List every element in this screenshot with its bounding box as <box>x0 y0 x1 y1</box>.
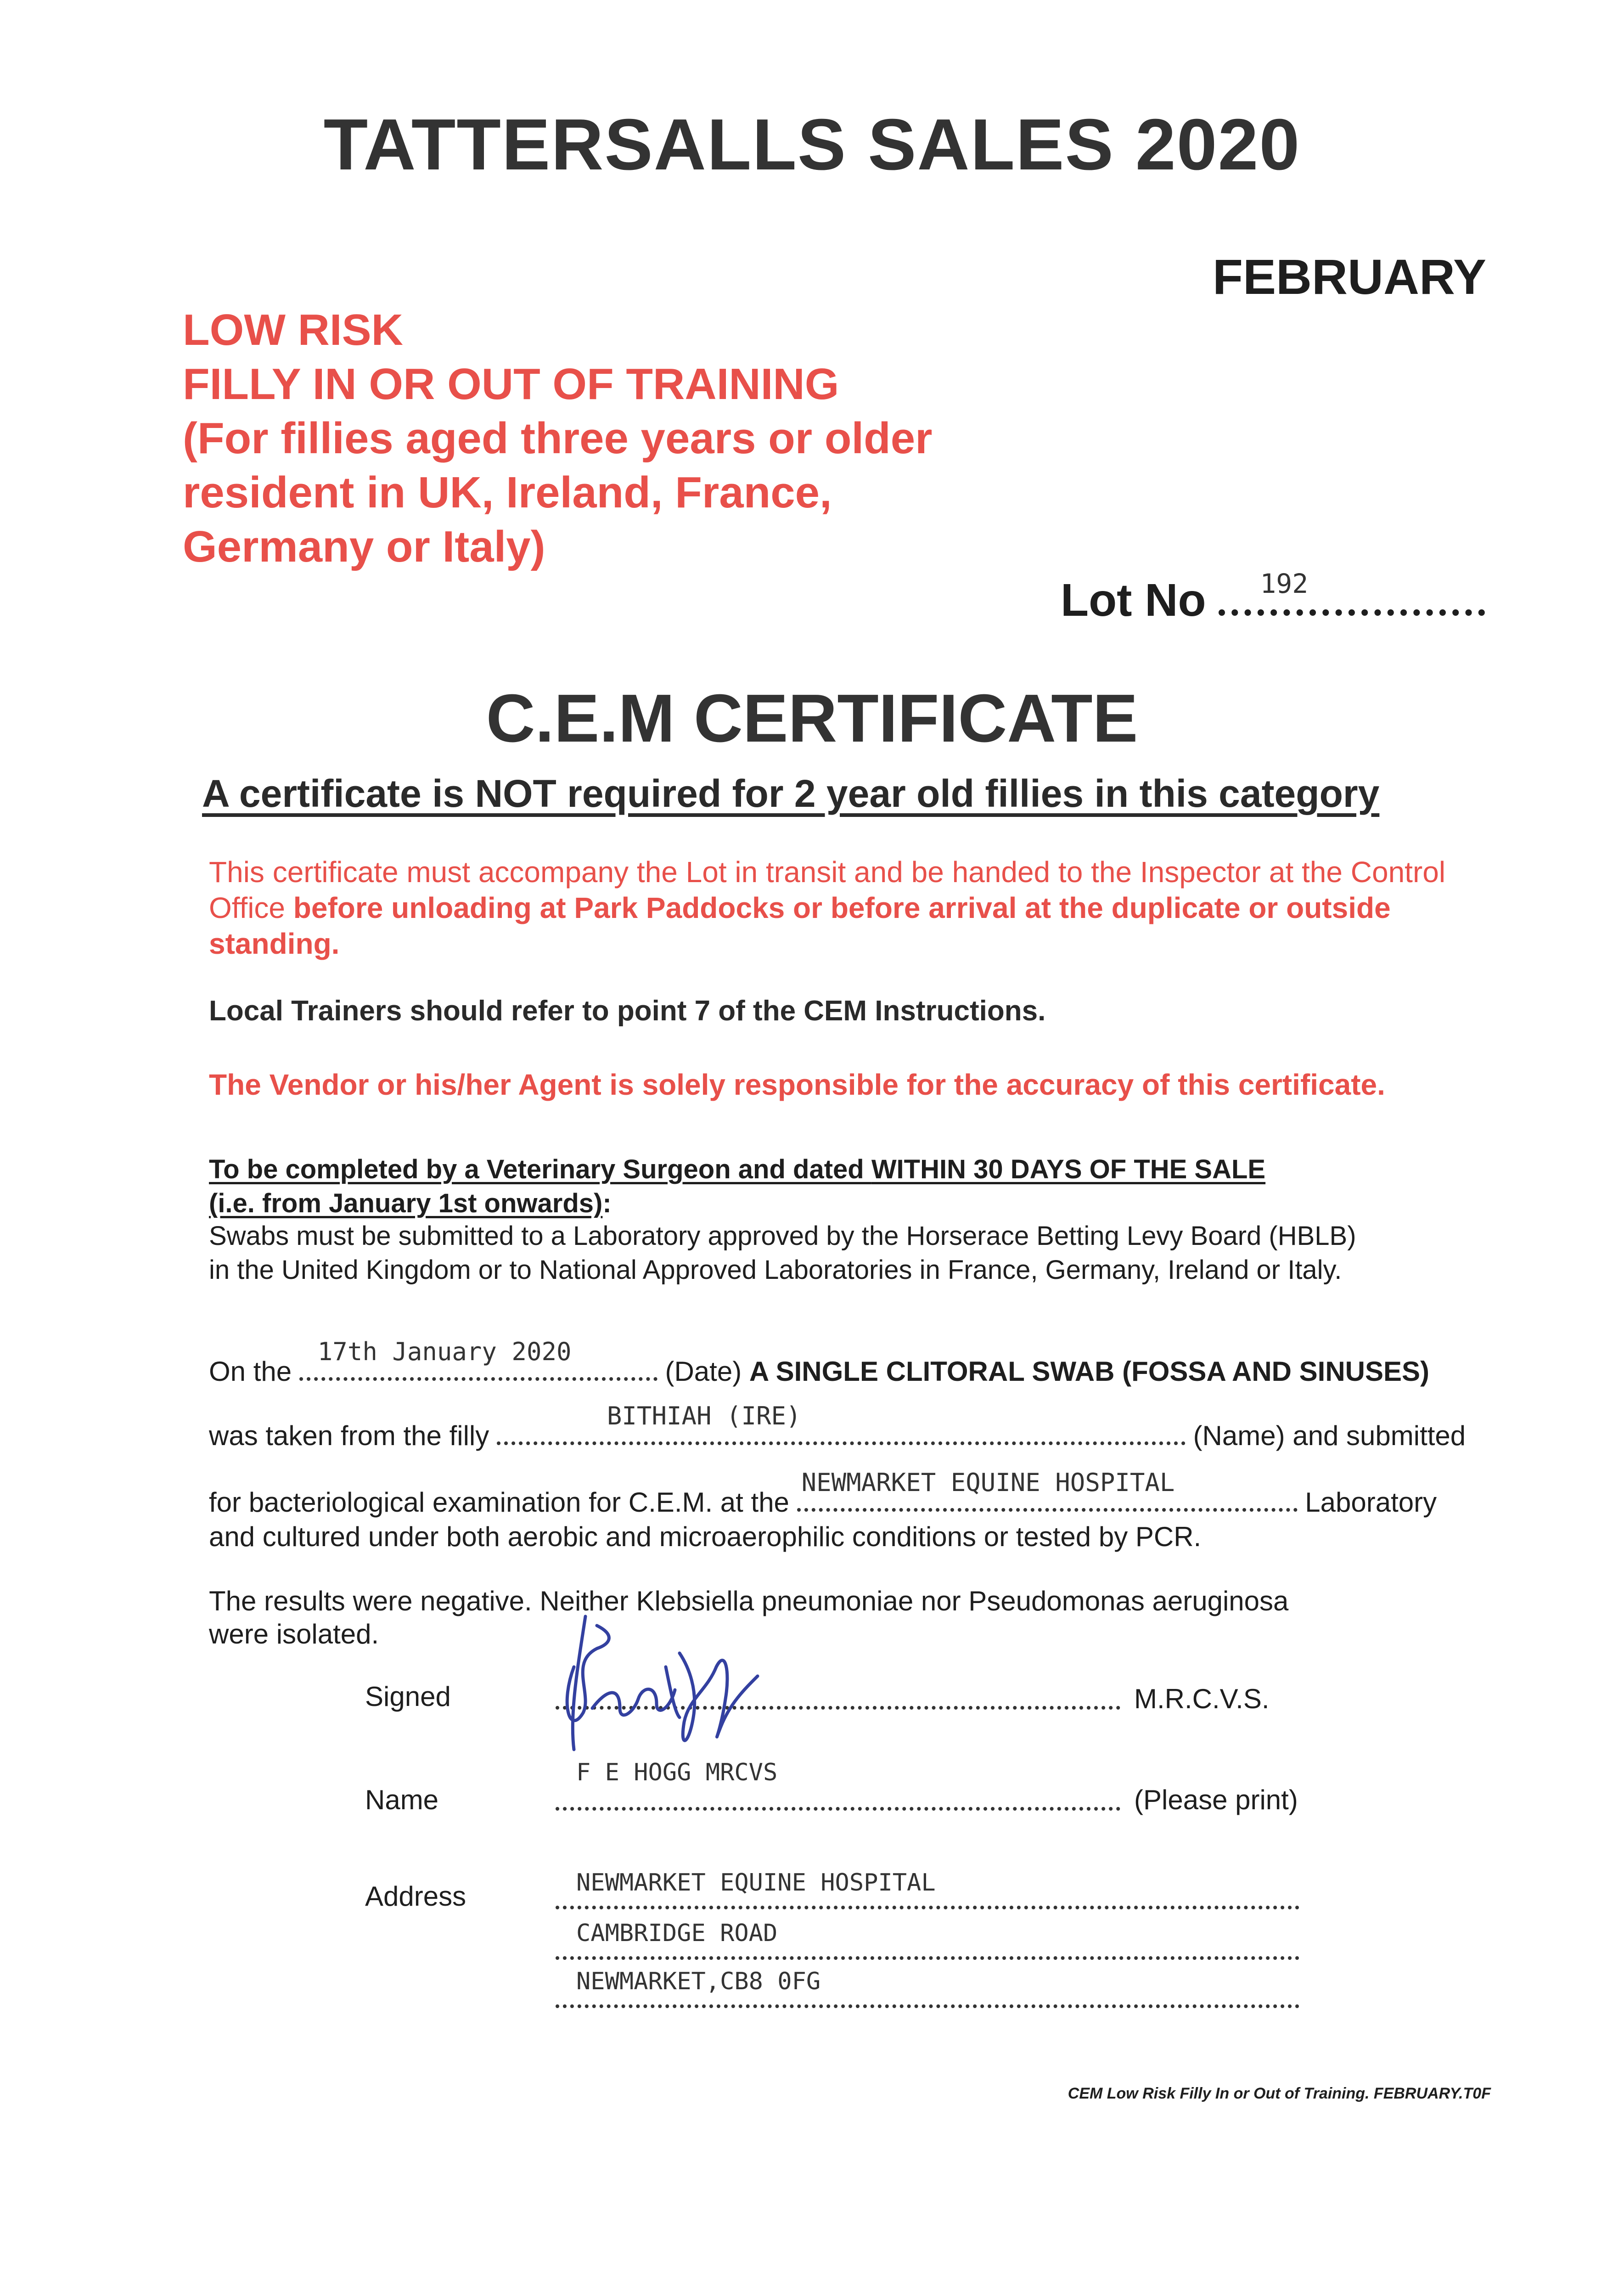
laboratory-field <box>797 1468 1298 1512</box>
swabs-text-line: Swabs must be submitted to a Laboratory approved by the Horserace Betting Levy Board (HBLB) <box>209 1221 1356 1251</box>
name-submitted-label: (Name) and submitted <box>1193 1420 1466 1451</box>
not-required-note: A certificate is NOT required for 2 year old fillies in this category <box>202 772 1380 815</box>
filly-row <box>209 1401 1466 1453</box>
exam-label: for bacteriological examination for C.E.M. at the <box>209 1487 789 1518</box>
transit-instructions-bold: before unloading at Park Paddocks or before arrival at the duplicate or outside standing. <box>209 891 1391 960</box>
vet-name-value: F E HOGG MRCVS <box>576 1759 778 1786</box>
date-row <box>209 1337 1430 1389</box>
results-text-line: The results were negative. Neither Klebsiella pneumoniae nor Pseudomonas aeruginosa <box>209 1586 1289 1616</box>
address-line <box>556 2000 1299 2008</box>
vet-heading <box>209 1153 1265 1187</box>
vet-heading-range: (i.e. from January 1st onwards) <box>209 1188 603 1218</box>
taken-from-label: was taken from the filly <box>209 1420 489 1451</box>
certificate-title: C.E.M CERTIFICATE <box>486 681 1138 756</box>
category-line: LOW RISK <box>183 305 403 355</box>
results-text-line: were isolated. <box>209 1619 379 1649</box>
date-value: 17th January 2020 <box>317 1337 572 1366</box>
mrcvs-label: M.R.C.V.S. <box>1134 1683 1270 1714</box>
vet-heading-text: To be completed by a Veterinary Surgeon and dated <box>209 1154 871 1184</box>
category-line: FILLY IN OR OUT OF TRAINING <box>183 360 839 409</box>
filly-name-field <box>497 1401 1186 1445</box>
signed-label: Signed <box>365 1681 451 1712</box>
document-title: TATTERSALLS SALES 2020 <box>323 104 1301 185</box>
date-label: (Date) <box>665 1356 742 1387</box>
laboratory-row <box>209 1468 1437 1519</box>
swabs-text-line: in the United Kingdom or to National Approved Laboratories in France, Germany, Ireland or Italy. <box>209 1255 1342 1285</box>
signature-image <box>542 1598 799 1763</box>
address-label: Address <box>365 1881 466 1912</box>
cultured-text: and cultured under both aerobic and microaerophilic conditions or tested by PCR. <box>209 1521 1202 1552</box>
form-footer: CEM Low Risk Filly In or Out of Training. FEBRUARY.T0F <box>1068 2085 1491 2102</box>
category-line: resident in UK, Ireland, France, <box>183 468 832 517</box>
name-label: Name <box>365 1784 439 1815</box>
filly-name-value: BITHIAH (IRE) <box>607 1401 801 1430</box>
lot-value: 192 <box>1260 568 1309 599</box>
swab-description: A SINGLE CLITORAL SWAB (FOSSA AND SINUSES) <box>749 1356 1430 1387</box>
lot-number-field <box>1061 568 1485 627</box>
vet-heading-deadline: WITHIN 30 DAYS OF THE SALE <box>871 1154 1266 1184</box>
sale-month: FEBRUARY <box>1212 249 1486 304</box>
address-line-value: NEWMARKET EQUINE HOSPITAL <box>576 1869 936 1896</box>
address-line-value: CAMBRIDGE ROAD <box>576 1919 778 1947</box>
please-print-label: (Please print) <box>1134 1784 1298 1815</box>
laboratory-label: Laboratory <box>1305 1487 1437 1518</box>
address-line <box>556 1901 1299 1909</box>
vet-heading-dates <box>209 1187 612 1221</box>
vet-heading-colon: : <box>602 1188 612 1218</box>
transit-instructions <box>209 854 1449 962</box>
name-line <box>556 1802 1120 1811</box>
address-line <box>556 1952 1299 1960</box>
lot-label: Lot No <box>1061 574 1206 626</box>
lot-dotted-line <box>1219 568 1485 616</box>
local-trainers-note: Local Trainers should refer to point 7 of the CEM Instructions. <box>209 995 1046 1027</box>
laboratory-value: NEWMARKET EQUINE HOSPITAL <box>801 1468 1175 1497</box>
transit-instructions-text: This certificate must accompany the Lot in transit and be handed to the Inspector at the Control Office <box>209 855 1446 924</box>
date-field <box>299 1337 657 1381</box>
category-line: (For fillies aged three years or older <box>183 414 933 463</box>
category-line: Germany or Italy) <box>183 522 545 571</box>
vendor-responsibility: The Vendor or his/her Agent is solely responsible for the accuracy of this certificate. <box>209 1068 1385 1101</box>
address-line-value: NEWMARKET,CB8 0FG <box>576 1968 821 1995</box>
on-the-label: On the <box>209 1356 292 1387</box>
